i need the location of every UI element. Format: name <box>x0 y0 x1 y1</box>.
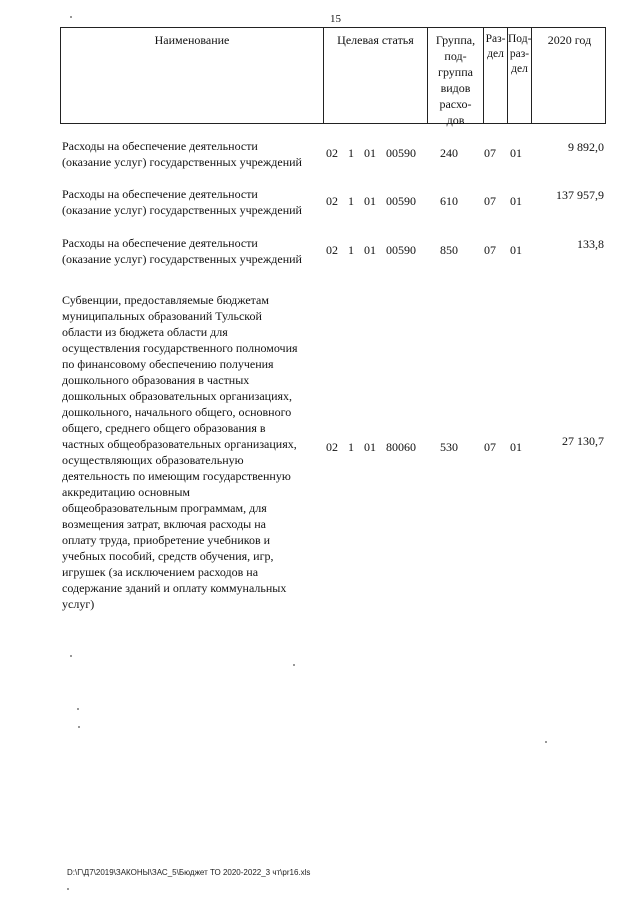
razdel: 07 <box>484 243 496 257</box>
podrazdel: 01 <box>510 146 522 160</box>
header-name: Наименование <box>154 33 230 47</box>
page-number: 15 <box>330 13 341 25</box>
code-direction: 00590 <box>386 146 416 160</box>
code-direction: 00590 <box>386 194 416 208</box>
razdel: 07 <box>484 194 496 208</box>
scan-speck <box>70 655 72 657</box>
amount-2020: 133,8 <box>577 237 604 251</box>
podrazdel: 01 <box>510 440 522 454</box>
amount-2020: 27 130,7 <box>562 434 604 448</box>
code-program: 02 <box>326 146 338 160</box>
scan-speck <box>545 741 547 743</box>
amount-2020: 137 957,9 <box>556 188 604 202</box>
code-event: 01 <box>364 440 376 454</box>
code-subprogram: 1 <box>348 440 354 454</box>
header-year-2020: 2020 год <box>531 28 607 123</box>
amount-2020: 9 892,0 <box>568 140 604 154</box>
file-path-footer: D:\Г\Д7\2019\ЗАКОНЫ\ЗАС_5\Бюджет ТО 2020-2022_3 чт\pr16.xls <box>67 868 311 877</box>
scan-speck <box>78 726 80 728</box>
header-expense-group: Группа, под- группа видов расхо- дов <box>427 28 483 123</box>
row-name: Расходы на обеспечение деятельности (оказание услуг) государственных учреждений <box>62 187 302 217</box>
scan-speck <box>70 16 72 18</box>
code-event: 01 <box>364 146 376 160</box>
code-program: 02 <box>326 440 338 454</box>
expense-group: 610 <box>440 194 458 208</box>
row-name: Субвенции, предоставляемые бюджетам муниципальных образований Тульской области из бюджета области для осуществления государственного полномочия по финансовому обеспечению получения дошкольного образования в частных дошкольных образовательных организациях, дошкольного, начального общего, основного общего, среднего общего образования в частных общеобразовательных организациях, осуществляющих образовательную деятельность по имеющим государственную аккредитацию основным общеобразовательным программам, для возмещения затрат, включая расходы на оплату труда, приобретение учебников и учебных пособий, средств обучения, игр, игрушек (за исключением расходов на содержание зданий и оплату коммунальных услуг) <box>62 293 298 611</box>
code-direction: 00590 <box>386 243 416 257</box>
scan-speck <box>293 664 295 666</box>
razdel: 07 <box>484 440 496 454</box>
expense-group: 530 <box>440 440 458 454</box>
expense-group: 850 <box>440 243 458 257</box>
code-program: 02 <box>326 243 338 257</box>
podrazdel: 01 <box>510 243 522 257</box>
podrazdel: 01 <box>510 194 522 208</box>
code-event: 01 <box>364 194 376 208</box>
expense-group: 240 <box>440 146 458 160</box>
code-event: 01 <box>364 243 376 257</box>
razdel: 07 <box>484 146 496 160</box>
table-header <box>60 27 606 127</box>
scan-speck <box>67 888 69 890</box>
header-target-article: Целевая статья <box>323 28 427 123</box>
header-podrazdel: Под- раз- дел <box>507 28 531 123</box>
code-program: 02 <box>326 194 338 208</box>
code-subprogram: 1 <box>348 243 354 257</box>
row-name: Расходы на обеспечение деятельности (оказание услуг) государственных учреждений <box>62 139 302 169</box>
code-direction: 80060 <box>386 440 416 454</box>
scan-speck <box>77 708 79 710</box>
code-subprogram: 1 <box>348 194 354 208</box>
header-razdel: Раз- дел <box>483 28 507 123</box>
code-subprogram: 1 <box>348 146 354 160</box>
row-name: Расходы на обеспечение деятельности (оказание услуг) государственных учреждений <box>62 236 302 266</box>
